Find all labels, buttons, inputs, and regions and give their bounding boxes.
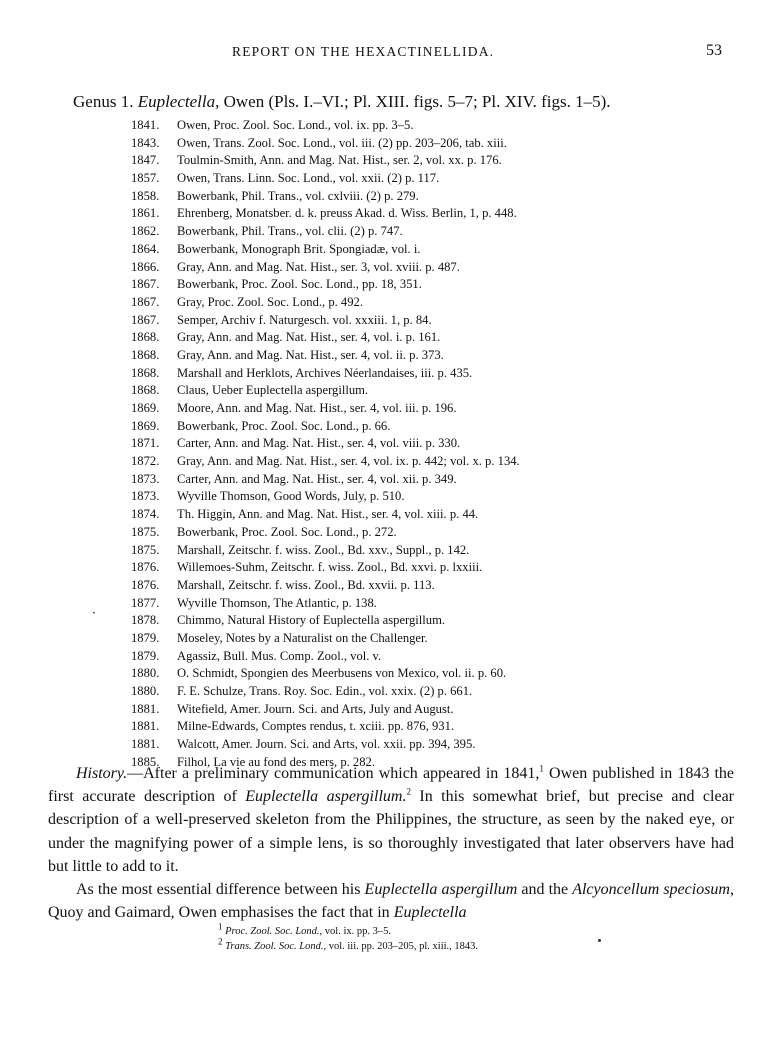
reference-citation: Ehrenberg, Monatsber. d. k. preuss Akad. d. Wiss. Berlin, 1, p. 448. <box>177 206 517 221</box>
reference-citation: Gray, Ann. and Mag. Nat. Hist., ser. 3, vol. xviii. p. 487. <box>177 259 460 274</box>
reference-entry <box>131 170 751 188</box>
reference-citation: Owen, Proc. Zool. Soc. Lond., vol. ix. pp. 3–5. <box>177 118 414 132</box>
reference-year: 1868. <box>131 347 160 362</box>
reference-citation: Carter, Ann. and Mag. Nat. Hist., ser. 4, vol. viii. p. 330. <box>177 436 461 451</box>
reference-citation: Bowerbank, Proc. Zool. Soc. Lond., pp. 18, 351. <box>177 277 422 292</box>
footnote-number: 2 <box>218 936 223 947</box>
margin-mark: · <box>92 606 96 620</box>
reference-year: 1877. <box>131 595 160 610</box>
reference-year: 1841. <box>131 118 160 132</box>
reference-citation: Bowerbank, Proc. Zool. Soc. Lond., p. 66. <box>177 418 391 433</box>
paragraph-text: , Quoy and Gaimard, Owen emphasises the fact that in <box>48 881 734 922</box>
reference-entry <box>131 542 751 560</box>
reference-year: 1873. <box>131 489 160 504</box>
reference-citation: Carter, Ann. and Mag. Nat. Hist., ser. 4, vol. xii. p. 349. <box>177 471 457 486</box>
comparison-paragraph <box>48 878 734 924</box>
reference-year: 1847. <box>131 153 160 168</box>
footnote-ref: 2 <box>406 786 411 797</box>
reference-entry <box>131 418 751 436</box>
reference-citation: Gray, Ann. and Mag. Nat. Hist., ser. 4, vol. i. p. 161. <box>177 330 441 345</box>
reference-entry <box>131 365 751 383</box>
reference-entry <box>131 524 751 542</box>
genus-prefix: Genus 1. <box>73 92 138 111</box>
reference-citation: Walcott, Amer. Journ. Sci. and Arts, vol. xxii. pp. 394, 395. <box>177 737 476 752</box>
species-name: Alcyoncellum speciosum <box>572 881 730 899</box>
reference-entry <box>131 577 751 595</box>
footnote-source: Proc. Zool. Soc. Lond. <box>225 926 320 937</box>
reference-year: 1869. <box>131 418 160 433</box>
reference-entry <box>131 506 751 524</box>
reference-entry <box>131 453 751 471</box>
reference-year: 1868. <box>131 383 160 398</box>
reference-entry <box>131 259 751 277</box>
reference-year: 1858. <box>131 188 160 203</box>
reference-citation: Moseley, Notes by a Naturalist on the Challenger. <box>177 630 428 645</box>
reference-year: 1862. <box>131 224 160 239</box>
footnote <box>218 921 478 939</box>
history-label: History. <box>76 765 128 782</box>
reference-citation: Claus, Ueber Euplectella aspergillum. <box>177 383 369 398</box>
bibliography-list <box>131 117 751 771</box>
genus-name: Euplectella <box>393 904 467 922</box>
reference-year: 1869. <box>131 401 160 415</box>
reference-year: 1857. <box>131 171 160 186</box>
reference-citation: O. Schmidt, Spongien des Meerbusens von Mexico, vol. ii. p. 60. <box>177 666 507 681</box>
reference-year: 1868. <box>131 365 160 380</box>
reference-year: 1876. <box>131 577 160 592</box>
reference-entry <box>131 223 751 241</box>
reference-year: 1881. <box>131 737 160 752</box>
reference-citation: Chimmo, Natural History of Euplectella aspergillum. <box>177 613 446 628</box>
reference-entry <box>131 648 751 666</box>
reference-entry <box>131 117 751 135</box>
footnote-source: Trans. Zool. Soc. Lond. <box>225 941 324 952</box>
reference-citation: Bowerbank, Proc. Zool. Soc. Lond., p. 272. <box>177 524 397 539</box>
genus-name: Euplectella <box>137 92 216 111</box>
species-name: Euplectella aspergillum <box>364 881 518 899</box>
reference-year: 1871. <box>131 436 160 451</box>
reference-citation: Gray, Ann. and Mag. Nat. Hist., ser. 4, vol. ii. p. 373. <box>177 347 444 362</box>
reference-entry <box>131 276 751 294</box>
history-text: Owen published in 1843 the first accurate description of <box>48 765 735 806</box>
reference-year: 1880. <box>131 666 160 681</box>
reference-entry <box>131 188 751 206</box>
running-title: REPORT ON THE HEXACTINELLIDA. <box>232 44 495 59</box>
reference-citation: Marshall and Herklots, Archives Néerlandaises, iii. p. 435. <box>177 365 473 380</box>
reference-entry <box>131 294 751 312</box>
reference-year: 1861. <box>131 206 160 221</box>
reference-entry <box>131 595 751 613</box>
reference-year: 1866. <box>131 259 160 274</box>
reference-citation: Marshall, Zeitschr. f. wiss. Zool., Bd. xxvii. p. 113. <box>177 577 435 592</box>
reference-year: 1878. <box>131 613 160 628</box>
reference-citation: Gray, Proc. Zool. Soc. Lond., p. 492. <box>177 294 363 309</box>
reference-entry <box>131 312 751 330</box>
body-text <box>48 762 734 924</box>
reference-entry <box>131 205 751 223</box>
reference-citation: Wyville Thomson, The Atlantic, p. 138. <box>177 595 377 610</box>
reference-year: 1868. <box>131 330 160 345</box>
reference-entry <box>131 665 751 683</box>
reference-citation: Owen, Trans. Zool. Soc. Lond., vol. iii. (2) pp. 203–206, tab. xiii. <box>177 135 507 150</box>
paragraph-text: and the <box>517 881 573 899</box>
species-name: Euplectella aspergillum. <box>245 788 407 806</box>
speck <box>598 939 601 942</box>
reference-citation: Marshall, Zeitschr. f. wiss. Zool., Bd. xxv., Suppl., p. 142. <box>177 542 470 557</box>
reference-year: 1880. <box>131 684 160 698</box>
reference-year: 1885. <box>131 754 160 769</box>
reference-entry <box>131 736 751 754</box>
page-number: 53 <box>706 42 722 59</box>
reference-entry <box>131 152 751 170</box>
reference-citation: Th. Higgin, Ann. and Mag. Nat. Hist., ser. 4, vol. xiii. p. 44. <box>177 507 479 522</box>
reference-citation: Filhol, La vie au fond des mers, p. 282. <box>177 754 375 769</box>
reference-year: 1876. <box>131 560 160 575</box>
history-text: In this somewhat brief, but precise and clear description of a well-preserved skeleton from the Philippines, the structure, as seen by the naked eye, or under the magnifying power of a simple lens, is so thoroughly investigated that later observers have had but little to add to it. <box>48 788 735 875</box>
reference-citation: Gray, Ann. and Mag. Nat. Hist., ser. 4, vol. ix. p. 442; vol. x. p. 134. <box>177 454 520 469</box>
reference-citation: Bowerbank, Monograph Brit. Spongiadæ, vol. i. <box>177 241 421 256</box>
paragraph-text: As the most essential difference between his <box>76 881 365 899</box>
footnote-number: 1 <box>218 921 223 932</box>
reference-year: 1867. <box>131 312 160 327</box>
running-header <box>0 44 776 68</box>
reference-year: 1864. <box>131 241 160 256</box>
reference-entry <box>131 630 751 648</box>
reference-citation: Moore, Ann. and Mag. Nat. Hist., ser. 4, vol. iii. p. 196. <box>177 401 457 415</box>
reference-entry <box>131 471 751 489</box>
reference-citation: F. E. Schulze, Trans. Roy. Soc. Edin., vol. xxix. (2) p. 661. <box>177 684 473 698</box>
reference-citation: Witefield, Amer. Journ. Sci. and Arts, July and August. <box>177 701 454 716</box>
reference-entry <box>131 683 751 701</box>
reference-year: 1873. <box>131 471 160 486</box>
reference-entry <box>131 241 751 259</box>
reference-citation: Wyville Thomson, Good Words, July, p. 510. <box>177 489 405 504</box>
reference-citation: Willemoes-Suhm, Zeitschr. f. wiss. Zool., Bd. xxvi. p. lxxiii. <box>177 560 483 575</box>
reference-year: 1879. <box>131 648 160 663</box>
reference-citation: Toulmin-Smith, Ann. and Mag. Nat. Hist., ser. 2, vol. xx. p. 176. <box>177 153 502 168</box>
reference-citation: Milne-Edwards, Comptes rendus, t. xciii. pp. 876, 931. <box>177 719 455 734</box>
reference-year: 1867. <box>131 294 160 309</box>
reference-year: 1843. <box>131 135 160 150</box>
reference-entry <box>131 488 751 506</box>
footnotes <box>218 921 479 954</box>
footnote <box>218 936 479 954</box>
reference-year: 1872. <box>131 454 160 469</box>
reference-entry <box>131 329 751 347</box>
reference-citation: Bowerbank, Phil. Trans., vol. clii. (2) p. 747. <box>177 224 403 239</box>
genus-heading <box>73 92 611 112</box>
history-paragraph <box>48 762 734 878</box>
reference-year: 1874. <box>131 507 160 522</box>
reference-year: 1875. <box>131 524 160 539</box>
footnote-ref: 1 <box>539 763 544 774</box>
reference-year: 1881. <box>131 701 160 716</box>
reference-entry <box>131 382 751 400</box>
reference-entry <box>131 135 751 153</box>
reference-entry <box>131 718 751 736</box>
reference-year: 1867. <box>131 277 160 292</box>
genus-plates: , Owen (Pls. I.–VI.; Pl. XIII. figs. 5–7; Pl. XIV. figs. 1–5). <box>215 92 611 111</box>
reference-entry <box>131 400 751 418</box>
reference-entry <box>131 701 751 719</box>
history-text: —After a preliminary communication which appeared in 1841, <box>127 765 540 782</box>
reference-year: 1881. <box>131 719 160 734</box>
reference-citation: Semper, Archiv f. Naturgesch. vol. xxxiii. 1, p. 84. <box>177 312 432 327</box>
reference-citation: Agassiz, Bull. Mus. Comp. Zool., vol. v. <box>177 648 382 663</box>
reference-year: 1879. <box>131 630 160 645</box>
footnote-text: , vol. ix. pp. 3–5. <box>319 926 391 937</box>
reference-citation: Bowerbank, Phil. Trans., vol. cxlviii. (2) p. 279. <box>177 188 419 203</box>
reference-citation: Owen, Trans. Linn. Soc. Lond., vol. xxii. (2) p. 117. <box>177 171 440 186</box>
reference-entry <box>131 347 751 365</box>
footnote-text: , vol. iii. pp. 203–205, pl. xiii., 1843. <box>323 941 479 952</box>
reference-entry <box>131 559 751 577</box>
reference-entry <box>131 612 751 630</box>
reference-year: 1875. <box>131 542 160 557</box>
reference-entry <box>131 435 751 453</box>
